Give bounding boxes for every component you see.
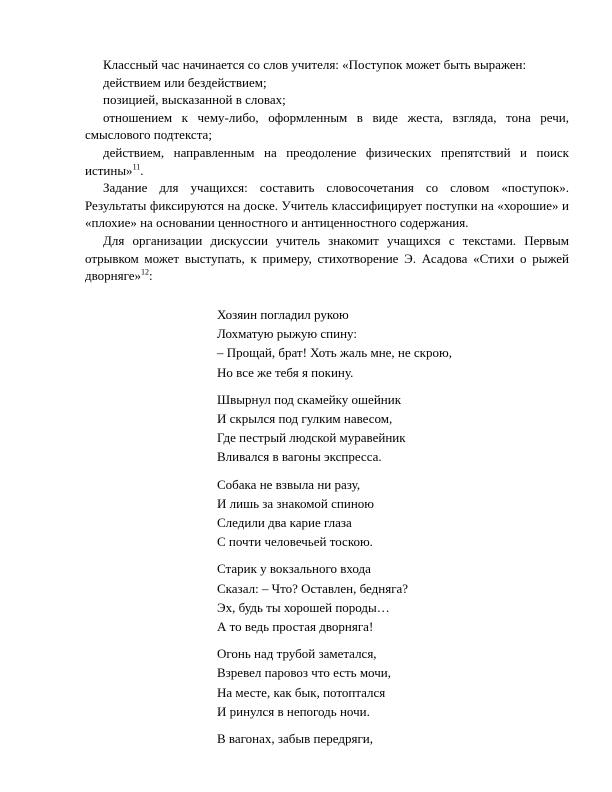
- footnote-12-suffix: :: [149, 268, 153, 284]
- paragraph-task: Задание для учащихся: составить словосочетания со словом «поступок». Результаты фиксируются на доске. Учитель классифицирует поступки на «хорошие» и «плохие» на основании ценностного и антиценностного содержания.: [85, 180, 569, 231]
- poem-line: Где пестрый людской муравейник: [217, 430, 406, 446]
- paragraph-discussion-text: Для организации дискуссии учитель знакомит учащихся с текстами. Первым отрывком может выступать, к примеру, стихотворение Э. Асадова «Стихи о рыжей дворняге»: [85, 232, 569, 284]
- poem-line: Швырнул под скамейку ошейник: [217, 391, 402, 407]
- paragraph-item-inaction: действием или бездействием;: [103, 74, 267, 90]
- paragraph-item-words: позицией, высказанной в словах;: [103, 92, 286, 108]
- poem-stanza: [217, 475, 557, 552]
- paragraph-intro: Классный час начинается со слов учителя: «Поступок может быть выражен:: [103, 57, 527, 72]
- poem: [217, 305, 557, 756]
- poem-stanza: [217, 644, 557, 721]
- poem-line: На месте, как бык, потоптался: [217, 684, 386, 700]
- poem-line: А то ведь простая дворняга!: [217, 619, 374, 635]
- poem-line: Эх, будь ты хорошей породы…: [217, 599, 390, 615]
- poem-line: И лишь за знакомой спиною: [217, 495, 374, 511]
- footnote-ref-11[interactable]: 11: [132, 162, 141, 172]
- poem-line: И скрылся под гулким навесом,: [217, 411, 393, 427]
- paragraph-item-attitude: отношением к чему-либо, оформленным в виде жеста, взгляда, тона речи, смыслового подтекста;: [85, 109, 569, 143]
- footnote-ref-12[interactable]: 12: [141, 267, 150, 277]
- poem-line: Хозяин погладил рукою: [217, 307, 349, 322]
- paragraph-item-action: [85, 144, 569, 179]
- poem-stanza: [217, 729, 557, 748]
- poem-line: Сказал: – Что? Оставлен, бедняга?: [217, 580, 409, 596]
- poem-line: Но все же тебя я покину.: [217, 364, 354, 380]
- poem-line: Лохматую рыжую спину:: [217, 326, 357, 342]
- poem-line: Вливался в вагоны экспресса.: [217, 449, 382, 465]
- poem-line: Следили два карие глаза: [217, 515, 352, 531]
- poem-line: С почти человечьей тоскою.: [217, 534, 373, 550]
- poem-line: Огонь над трубой заметался,: [217, 646, 377, 662]
- body-text: [85, 56, 569, 285]
- footnote-11-suffix: .: [140, 162, 144, 178]
- poem-stanza: [217, 559, 557, 636]
- poem-line: – Прощай, брат! Хоть жаль мне, не скрою,: [217, 345, 452, 361]
- poem-stanza: [217, 305, 557, 382]
- poem-stanza: [217, 390, 557, 467]
- poem-line: Собака не взвыла ни разу,: [217, 476, 361, 492]
- paragraph-item-action-text: действием, направленным на преодоление физических препятствий и поиск истины»: [85, 144, 569, 178]
- poem-line: В вагонах, забыв передряги,: [217, 731, 373, 747]
- poem-line: И ринулся в непогодь ночи.: [217, 703, 370, 719]
- paragraph-discussion: [85, 232, 569, 285]
- poem-line: Старик у вокзального входа: [217, 561, 371, 577]
- poem-line: Взревел паровоз что есть мочи,: [217, 665, 391, 681]
